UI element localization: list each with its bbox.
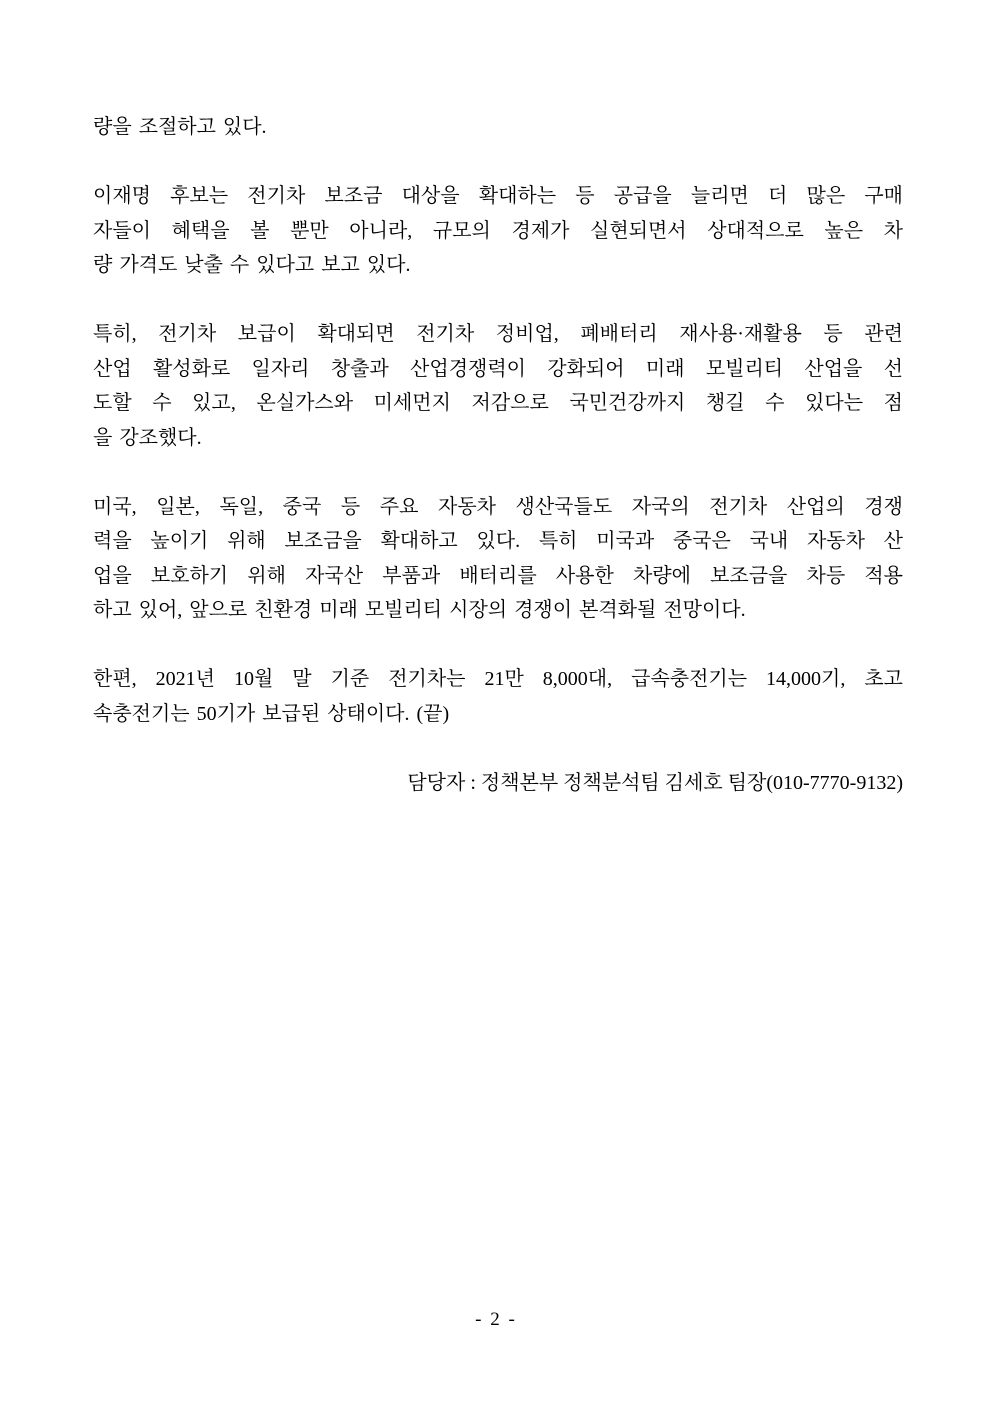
paragraph [93,317,903,455]
text-line: 도할 수 있고, 온실가스와 미세먼지 저감으로 국민건강까지 챙길 수 있다는 점 [93,392,903,414]
text-line: 을 강조했다. [93,426,202,449]
text-line: 미국, 일본, 독일, 중국 등 주요 자동차 생산국들도 자국의 전기차 산업의 경쟁 [93,495,903,518]
text-line: 자들이 혜택을 볼 뿐만 아니라, 규모의 경제가 실현되면서 상대적으로 높은 차 [93,219,903,242]
text-line: 한편, 2021년 10월 말 기준 전기차는 21만 8,000대, 급속충전기는 14,000기, 초고 [93,668,903,690]
text-line: 업을 보호하기 위해 자국산 부품과 배터리를 사용한 차량에 보조금을 차등 적용 [93,564,903,587]
text-line: 속충전기는 50기가 보급된 상태이다. (끝) [93,702,450,725]
document-body [93,110,903,800]
contact-line: 담당자 : 정책본부 정책분석팀 김세호 팀장(010-7770-9132) [407,771,903,794]
text-line: 량을 조절하고 있다. [93,116,267,138]
paragraph [93,179,903,283]
text-line: 이재명 후보는 전기차 보조금 대상을 확대하는 등 공급을 늘리면 더 많은 구매 [93,185,903,207]
text-line: 하고 있어, 앞으로 친환경 미래 모빌리티 시장의 경쟁이 본격화될 전망이다. [93,599,746,621]
text-line: 산업 활성화로 일자리 창출과 산업경쟁력이 강화되어 미래 모빌리티 산업을 선 [93,357,903,380]
paragraph [93,490,903,628]
text-line: 특히, 전기차 보급이 확대되면 전기차 정비업, 폐배터리 재사용·재활용 등 관련 [93,323,903,345]
paragraph [93,662,903,731]
page-number: - 2 - [475,1309,517,1330]
text-line: 량 가격도 낮출 수 있다고 보고 있다. [93,254,411,276]
text-line: 력을 높이기 위해 보조금을 확대하고 있다. 특히 미국과 중국은 국내 자동차 산 [93,530,903,552]
paragraph [93,110,903,145]
